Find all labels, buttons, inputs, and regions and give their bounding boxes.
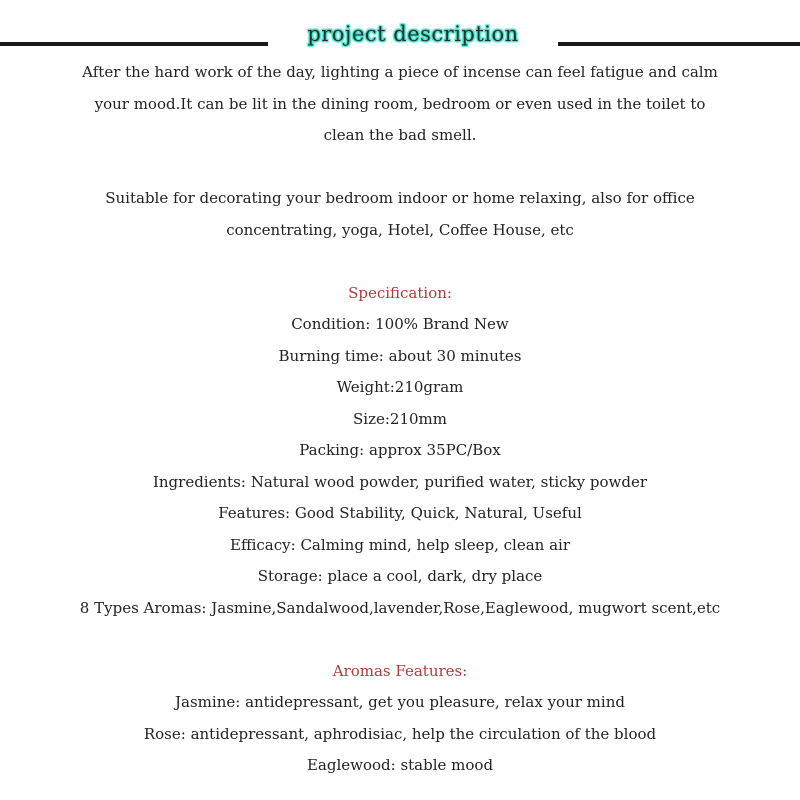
spec-storage: Storage: place a cool, dark, dry place xyxy=(257,567,543,585)
header-rule-right xyxy=(558,42,800,46)
spec-efficacy: Efficacy: Calming mind, help sleep, clean air xyxy=(230,536,570,554)
spec-burning-time: Burning time: about 30 minutes xyxy=(278,347,522,365)
spec-aroma-types: 8 Types Aromas: Jasmine,Sandalwood,lavender,Rose,Eaglewood, mugwort scent,etc xyxy=(79,599,721,617)
intro-line: your mood.It can be lit in the dining room, bedroom or even used in the toilet to xyxy=(94,95,706,113)
page-title: project description xyxy=(307,22,519,46)
suitable-line: concentrating, yoga, Hotel, Coffee House, etc xyxy=(226,221,574,239)
aroma-rose: Rose: antidepressant, aphrodisiac, help the circulation of the blood xyxy=(143,725,657,743)
spec-size: Size:210mm xyxy=(353,410,447,428)
header xyxy=(0,22,800,62)
aromas-heading: Aromas Features: xyxy=(332,662,468,680)
aroma-eaglewood: Eaglewood: stable mood xyxy=(306,756,494,774)
intro-line: clean the bad smell. xyxy=(323,126,477,144)
spec-ingredients: Ingredients: Natural wood powder, purified water, sticky powder xyxy=(152,473,648,491)
header-rule-left xyxy=(0,42,268,46)
spec-weight: Weight:210gram xyxy=(336,378,464,396)
aroma-jasmine: Jasmine: antidepressant, get you pleasure, relax your mind xyxy=(175,693,625,711)
specification-heading: Specification: xyxy=(348,284,452,302)
intro-line: After the hard work of the day, lighting a piece of incense can feel fatigue and calm xyxy=(82,63,718,81)
spec-features: Features: Good Stability, Quick, Natural, Useful xyxy=(218,504,582,522)
spec-condition: Condition: 100% Brand New xyxy=(291,315,509,333)
spec-packing: Packing: approx 35PC/Box xyxy=(299,441,501,459)
suitable-line: Suitable for decorating your bedroom indoor or home relaxing, also for office xyxy=(105,189,695,207)
